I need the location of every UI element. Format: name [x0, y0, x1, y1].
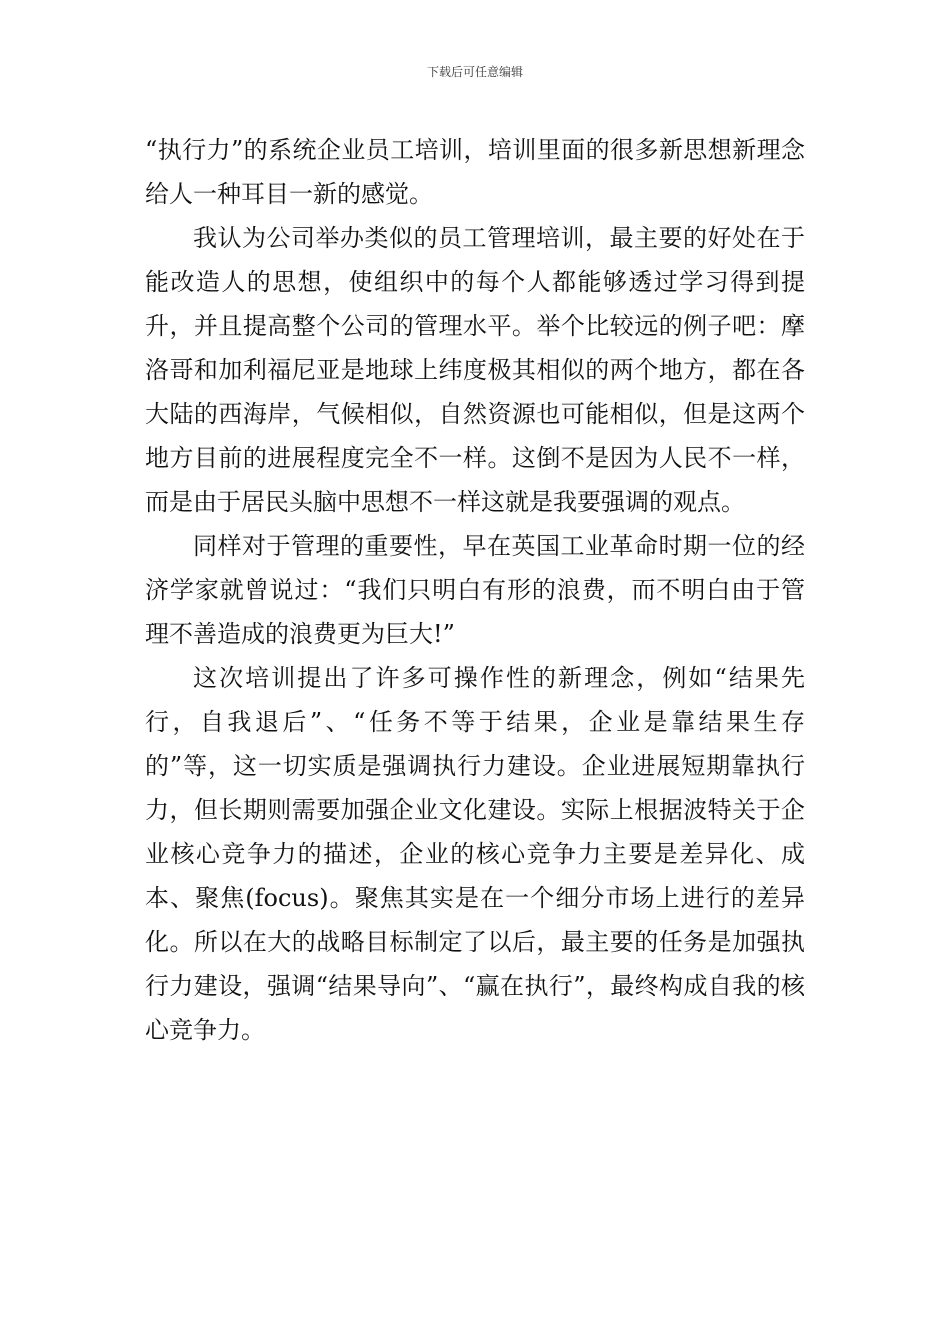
paragraph-1: “执行力”的系统企业员工培训，培训里面的很多新思想新理念给人一种耳目一新的感觉。 — [145, 136, 805, 208]
paragraph-3: 同样对于管理的重要性，早在英国工业革命时期一位的经济学家就曾说过：“我们只明白有形的浪费，而不明白由于管理不善造成的浪费更为巨大!” — [145, 532, 805, 648]
paragraph-2: 我认为公司举办类似的员工管理培训，最主要的好处在于能改造人的思想，使组织中的每个人都能够透过学习得到提升，并且提高整个公司的管理水平。举个比较远的例子吧：摩洛哥和加利福尼亚是地球上纬度极其相似的两个地方，都在各大陆的西海岸，气候相似，自然资源也可能相似，但是这两个地方目前的进展程度完全不一样。这倒不是因为人民不一样，而是由于居民头脑中思想不一样这就是我要强调的观点。 — [145, 224, 805, 516]
document-body — [145, 128, 805, 1052]
page-header: 下载后可任意编辑 — [426, 65, 523, 79]
paragraph-4: 这次培训提出了许多可操作性的新理念，例如“结果先行，自我退后”、“任务不等于结果，企业是靠结果生存的”等，这一切实质是强调执行力建设。企业进展短期靠执行力，但长期则需要加强企业文化建设。实际上根据波特关于企业核心竞争力的描述，企业的核心竞争力主要是差异化、成本、聚焦(focus)。聚焦其实是在一个细分市场上进行的差异化。所以在大的战略目标制定了以后，最主要的任务是加强执行力建设，强调“结果导向”、“赢在执行”，最终构成自我的核心竞争力。 — [145, 664, 805, 1044]
